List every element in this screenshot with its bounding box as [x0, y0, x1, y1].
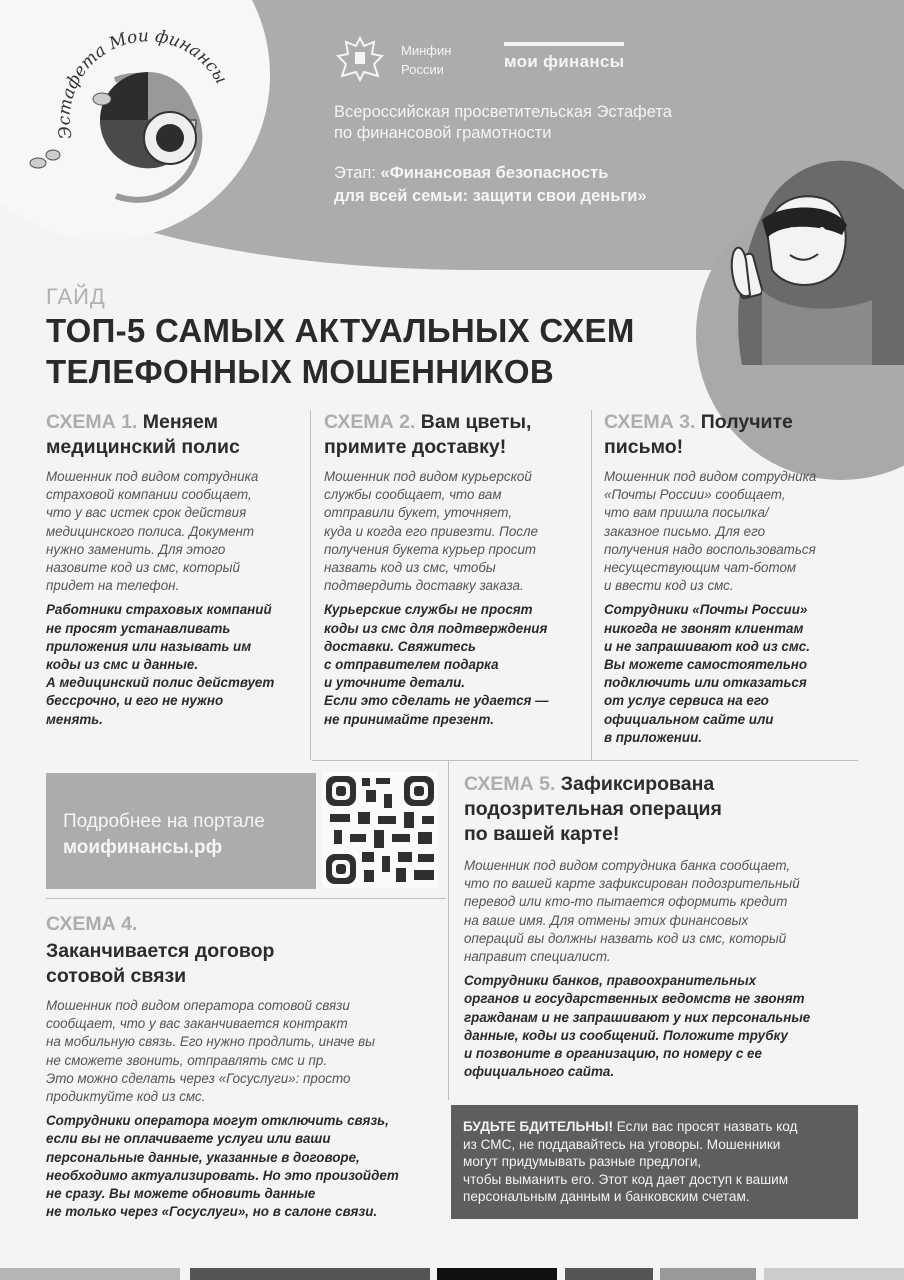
scheme-4-description	[46, 997, 446, 1106]
warn-line: Курьерские службы не просят	[324, 602, 533, 618]
alert-line: персональным данным и банковским счетам.	[463, 1189, 750, 1205]
desc-line: «Почты России» сообщает,	[604, 487, 786, 503]
alert-line: чтобы выманить его. Этот код дает доступ к вашим	[463, 1171, 789, 1187]
column-divider	[448, 760, 449, 1100]
warn-line: Сотрудники «Почты России»	[604, 602, 808, 618]
warn-line: никогда не звонят клиентам	[604, 620, 804, 636]
desc-line: Мошенник под видом курьерской	[324, 469, 532, 484]
warn-line: бессрочно, и его не нужно	[46, 693, 224, 709]
scheme-5-title-line-1: Зафиксирована	[555, 773, 715, 795]
warn-line: доставки. Свяжитесь	[324, 638, 476, 654]
desc-line: и ввести код из смс.	[604, 578, 734, 594]
scheme-4-title-line-2: сотовой связи	[46, 965, 187, 987]
desc-line: отправили букет, уточняет,	[324, 505, 513, 521]
desc-line: получения надо воспользоваться	[604, 541, 816, 557]
warn-line: персональные данные, указанные в договоре,	[46, 1149, 360, 1165]
portal-text	[63, 809, 265, 861]
alert-line: из СМС, не поддавайтесь на уговоры. Мошенники	[463, 1136, 781, 1152]
footer-bar	[437, 1268, 557, 1280]
stage-label: Этап:	[334, 164, 381, 182]
scheme-3	[604, 410, 864, 747]
scheme-3-number: СХЕМА 3.	[604, 411, 696, 433]
scheme-3-title-line-2: письмо!	[604, 436, 684, 458]
scheme-3-description	[604, 468, 864, 595]
alert-line: могут придумывать разные предлоги,	[463, 1154, 702, 1170]
desc-line: несуществующим чат-ботом	[604, 560, 797, 576]
brand-name: мои финансы	[504, 52, 625, 71]
scheme-5-title-line-3: по вашей карте!	[464, 823, 620, 845]
desc-line: что по вашей карте зафиксирован подозрительный	[464, 876, 800, 892]
warn-line: гражданам и не запрашивают у них персональные	[464, 1009, 811, 1025]
desc-line: получения букета курьер просит	[324, 541, 537, 557]
warn-line: в приложении.	[604, 729, 702, 745]
org-name	[401, 41, 451, 79]
alert-line: Если вас просят назвать код	[612, 1119, 798, 1134]
footer-bar	[764, 1268, 904, 1280]
scheme-4-title	[46, 912, 446, 989]
scheme-5-title	[464, 772, 864, 847]
warn-line: и позвоните в организацию, по номеру с ее	[464, 1046, 762, 1062]
warn-line: А медицинский полис действует	[46, 675, 275, 691]
desc-line: подтвердить доставку заказа.	[324, 578, 524, 594]
relay-subtitle	[334, 102, 672, 144]
scheme-4-title-line-1: Заканчивается договор	[46, 940, 275, 962]
portal-line: Подробнее на портале	[63, 811, 265, 832]
portal-banner	[46, 773, 316, 889]
scheme-1-title-line-2: медицинский полис	[46, 436, 240, 458]
scheme-3-warning	[604, 601, 864, 747]
guide-title-line-1: ТОП-5 САМЫХ АКТУАЛЬНЫХ СХЕМ	[46, 312, 635, 349]
warn-line: не только через «Госуслуги», но в салоне связи.	[46, 1204, 378, 1220]
desc-line: службы сообщает, что вам	[324, 487, 502, 503]
footer-bar	[660, 1268, 756, 1280]
stage-title-line-2: для всей семьи: защити свои деньги»	[334, 187, 647, 205]
row-divider	[46, 898, 446, 899]
scheme-2	[324, 410, 586, 729]
scheme-2-title-line-2: примите доставку!	[324, 436, 507, 458]
alert-text	[463, 1118, 855, 1206]
scheme-2-description	[324, 468, 586, 595]
scheme-2-title	[324, 410, 586, 460]
guide-label: ГАЙД	[46, 284, 106, 309]
column-divider	[310, 410, 311, 760]
org-line-1: Минфин	[401, 43, 452, 58]
desc-line: продиктуйте код из смс.	[46, 1089, 206, 1105]
scheme-1-number: СХЕМА 1.	[46, 411, 138, 433]
desc-line: Мошенник под видом оператора сотовой связи	[46, 998, 350, 1013]
scheme-4	[46, 912, 446, 1221]
scheme-5-description	[464, 857, 864, 966]
desc-line: заказное письмо. Для его	[604, 523, 766, 539]
warn-line: коды из смс для подтверждения	[324, 620, 548, 636]
stage-title-line-1: «Финансовая безопасность	[380, 164, 609, 182]
scheme-2-title-line-1: Вам цветы,	[415, 411, 532, 433]
scheme-1	[46, 410, 306, 729]
desc-line: назовите код из смс, который	[46, 560, 240, 576]
warn-line: официальном сайте или	[604, 711, 774, 727]
warn-line: подключить или отказаться	[604, 675, 807, 691]
subtitle-line-2: по финансовой грамотности	[334, 124, 552, 142]
scheme-5-warning	[464, 972, 864, 1081]
warn-line: и уточните детали.	[324, 675, 466, 691]
warn-line: если вы не оплачиваете услуги или ваши	[46, 1131, 331, 1147]
alert-lead: БУДЬТЕ БДИТЕЛЬНЫ!	[463, 1119, 613, 1134]
desc-line: назвать код из смс, чтобы	[324, 560, 496, 576]
desc-line: что вам пришла посылка/	[604, 505, 769, 521]
qr-code[interactable]	[322, 772, 438, 888]
desc-line: нужно заменить. Для этого	[46, 541, 226, 557]
warn-line: и не запрашивают код из смс.	[604, 638, 810, 654]
desc-line: не сможете звонить, отправлять смс и пр.	[46, 1052, 328, 1068]
scheme-5-title-line-2: подозрительная операция	[464, 798, 722, 820]
desc-line: Мошенник под видом сотрудника	[604, 469, 817, 484]
warn-line: Если это сделать не удается —	[324, 693, 549, 709]
scheme-1-warning	[46, 601, 306, 728]
org-line-2: России	[401, 62, 444, 77]
warn-line: не сразу. Вы можете обновить данные	[46, 1186, 316, 1202]
portal-link[interactable]: моифинансы.рф	[63, 837, 223, 858]
warn-line: органов и государственных ведомств не звонят	[464, 991, 805, 1007]
desc-line: на ваше имя. Для отмены этих финансовых	[464, 912, 749, 928]
eagle-emblem-icon	[334, 32, 386, 84]
fraudster-illustration	[722, 150, 904, 365]
desc-line: придет на телефон.	[46, 578, 180, 594]
relay-logo-emblem	[20, 20, 235, 205]
footer-bar	[190, 1268, 430, 1280]
desc-line: куда и когда его привезти. После	[324, 523, 538, 539]
brand-line	[504, 42, 624, 46]
warn-line: Сотрудники оператора могут отключить связь,	[46, 1113, 389, 1129]
desc-line: что у вас истек срок действия	[46, 505, 247, 521]
stage-title	[334, 162, 647, 208]
desc-line: Мошенник под видом сотрудника банка сообщает,	[464, 858, 791, 873]
scheme-1-description	[46, 468, 306, 595]
scheme-3-title-line-1: Получите	[695, 411, 793, 433]
warn-line: от услуг сервиса на его	[604, 693, 769, 709]
warn-line: данные, коды из сообщений. Положите трубку	[464, 1027, 788, 1043]
desc-line: перевод или кто-то пытается оформить кредит	[464, 894, 788, 910]
desc-line: сообщает, что у вас заканчивается контракт	[46, 1016, 348, 1032]
footer-bar	[565, 1268, 653, 1280]
desc-line: Мошенник под видом сотрудника	[46, 469, 259, 484]
desc-line: операций вы должны назвать код из смс, который	[464, 930, 787, 946]
guide-title-line-2: ТЕЛЕФОННЫХ МОШЕННИКОВ	[46, 353, 554, 390]
vigilance-alert	[451, 1105, 858, 1219]
warn-line: коды из смс и данные.	[46, 657, 199, 673]
guide-title	[46, 310, 635, 392]
column-divider	[591, 410, 592, 760]
scheme-4-warning	[46, 1112, 446, 1221]
scheme-5	[464, 772, 864, 1081]
scheme-4-number: СХЕМА 4.	[46, 913, 138, 935]
desc-line: на мобильную связь. Его нужно продлить, иначе вы	[46, 1034, 375, 1050]
scheme-1-title-line-1: Меняем	[137, 411, 219, 433]
warn-line: Сотрудники банков, правоохранительных	[464, 973, 757, 989]
warn-line: Вы можете самостоятельно	[604, 657, 808, 673]
row-divider	[312, 760, 858, 761]
scheme-2-number: СХЕМА 2.	[324, 411, 416, 433]
warn-line: не просят устанавливать	[46, 620, 231, 636]
desc-line: страховой компании сообщает,	[46, 487, 252, 503]
warn-line: с отправителем подарка	[324, 657, 499, 673]
footer-bar	[0, 1268, 180, 1280]
warn-line: не принимайте презент.	[324, 711, 494, 727]
warn-line: менять.	[46, 711, 103, 727]
scheme-3-title	[604, 410, 864, 460]
subtitle-line-1: Всероссийская просветительская Эстафета	[334, 103, 672, 121]
desc-line: медицинского полиса. Документ	[46, 523, 255, 539]
scheme-1-title	[46, 410, 306, 460]
desc-line: направит специалист.	[464, 949, 611, 965]
scheme-5-number: СХЕМА 5.	[464, 773, 556, 795]
scheme-2-warning	[324, 601, 586, 728]
warn-line: официального сайта.	[464, 1064, 615, 1080]
warn-line: Работники страховых компаний	[46, 602, 272, 618]
desc-line: Это можно сделать через «Госуслуги»: просто	[46, 1070, 351, 1086]
warn-line: приложения или называть им	[46, 638, 252, 654]
logo-text: Эстафета Мои финансы	[54, 26, 231, 141]
warn-line: необходимо актуализировать. Но это произойдет	[46, 1167, 399, 1183]
